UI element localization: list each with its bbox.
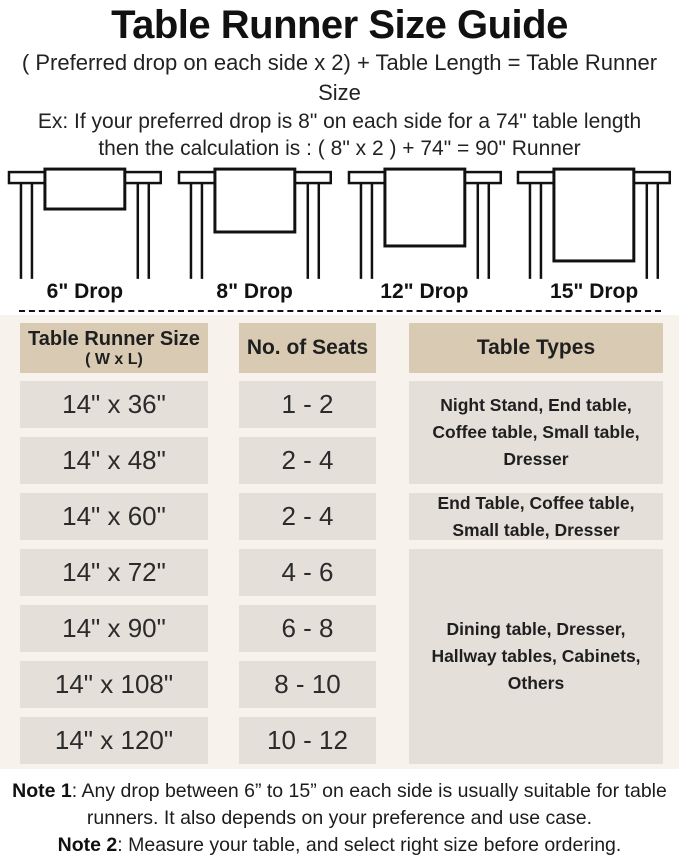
drop-label: 15" Drop	[550, 280, 639, 303]
size-cell: 14" x 108"	[20, 661, 208, 708]
note-1-text: : Any drop between 6” to 15” on each side is usually suitable for table runners. It also depends on your preference and use case.	[71, 780, 667, 829]
page-title: Table Runner Size Guide	[111, 3, 568, 47]
note-2	[0, 832, 679, 859]
column-header-size	[20, 323, 208, 373]
formula-line: ( Preferred drop on each side x 2) + Table Length = Table Runner Size	[21, 50, 658, 105]
column-header-seats	[239, 323, 376, 373]
size-cell: 14" x 120"	[20, 717, 208, 764]
table-illustration	[340, 167, 510, 279]
table-types-cell: Dining table, Dresser, Hallway tables, Cabinets, Others	[409, 549, 663, 764]
note-2-text: : Measure your table, and select right size before ordering.	[117, 834, 622, 856]
column-types	[409, 323, 663, 764]
drop-label: 8" Drop	[216, 280, 293, 303]
seats-cell: 10 - 12	[239, 717, 376, 764]
table-illustration	[0, 167, 170, 279]
notes	[0, 769, 679, 859]
seats-cell: 2 - 4	[239, 437, 376, 484]
example-line-1: Ex: If your preferred drop is 8" on each side for a 74" table length	[37, 110, 642, 133]
drop-label: 6" Drop	[46, 280, 124, 303]
column-header-types	[409, 323, 663, 373]
note-1-label: Note 1	[12, 780, 72, 802]
note-1	[0, 778, 679, 832]
column-header-size-subtitle: ( W x L)	[85, 350, 143, 368]
seats-cell: 2 - 4	[239, 493, 376, 540]
example-line-2: then the calculation is : ( 8" x 2 ) + 74" = 90" Runner	[98, 137, 581, 160]
seats-cell: 8 - 10	[239, 661, 376, 708]
size-cell: 14" x 60"	[20, 493, 208, 540]
dashed-divider	[19, 310, 661, 312]
size-cell: 14" x 72"	[20, 549, 208, 596]
column-header-size-title: Table Runner Size	[28, 327, 200, 350]
drop-labels	[0, 279, 679, 307]
size-cell: 14" x 48"	[20, 437, 208, 484]
table-types-cell: End Table, Coffee table, Small table, Dresser	[409, 493, 663, 540]
table-types-cell: Night Stand, End table, Coffee table, Small table, Dresser	[409, 381, 663, 484]
size-guide-table	[0, 315, 679, 769]
drop-illustrations	[0, 167, 679, 279]
column-seats	[239, 323, 376, 764]
seats-cell: 6 - 8	[239, 605, 376, 652]
drop-label: 12" Drop	[380, 280, 469, 303]
note-2-label: Note 2	[57, 834, 118, 856]
size-cell: 14" x 36"	[20, 381, 208, 428]
table-drop-figure	[170, 167, 340, 279]
seats-cell: 1 - 2	[239, 381, 376, 428]
column-header-types-title: Table Types	[476, 336, 596, 359]
size-cell: 14" x 90"	[20, 605, 208, 652]
table-illustration	[509, 167, 679, 279]
table-drop-figure	[509, 167, 679, 279]
seats-cell: 4 - 6	[239, 549, 376, 596]
table-illustration	[170, 167, 340, 279]
column-header-seats-title: No. of Seats	[246, 336, 369, 359]
table-drop-figure	[340, 167, 510, 279]
table-drop-figure	[0, 167, 170, 279]
column-size	[20, 323, 208, 764]
